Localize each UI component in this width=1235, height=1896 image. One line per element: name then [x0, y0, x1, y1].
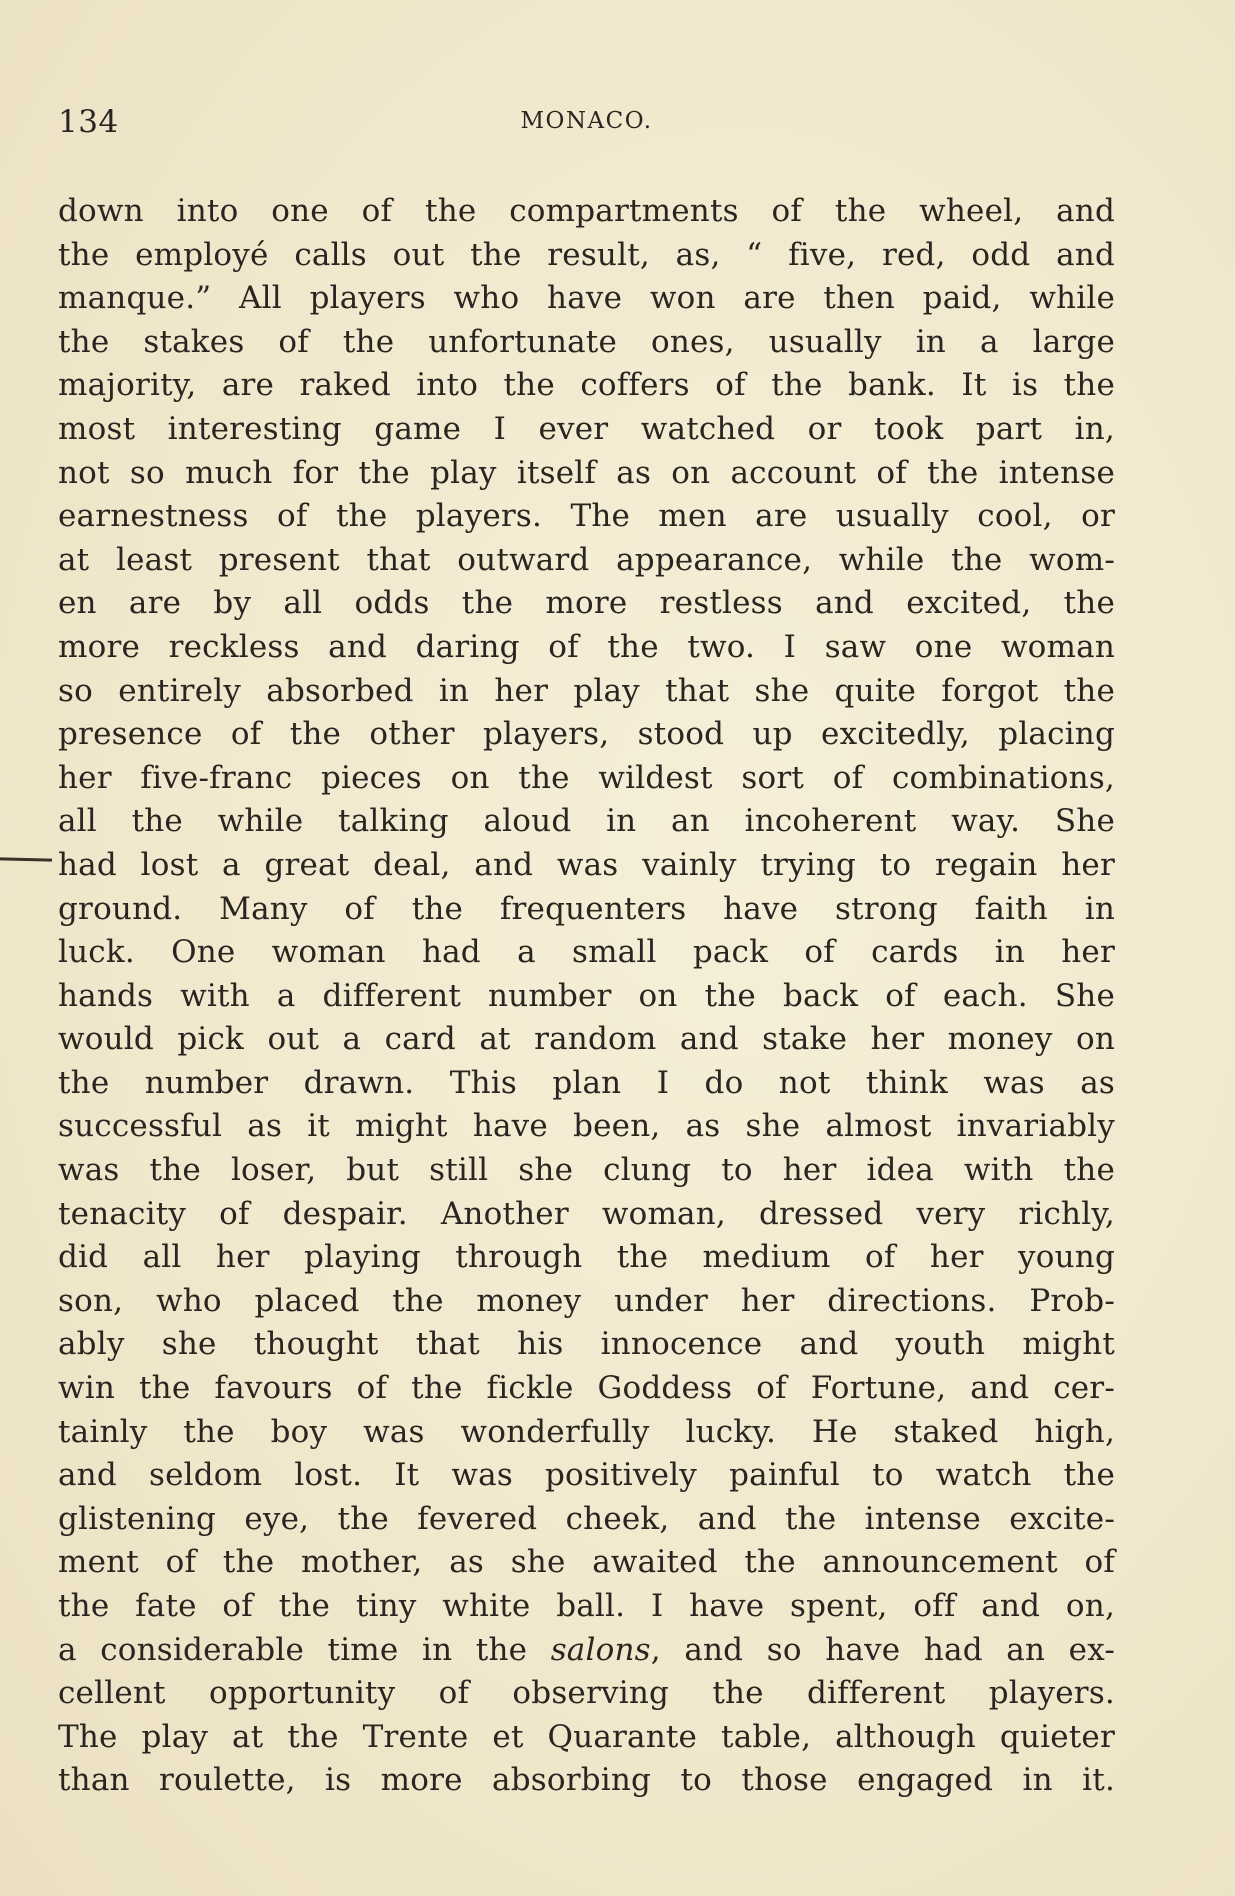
text-line: would pick out a card at random and stake her money on — [58, 1021, 1115, 1058]
text-line: did all her playing through the medium of her young — [58, 1239, 1115, 1276]
text-line: hands with a different number on the back of each. She — [58, 977, 1115, 1014]
text-line: successful as it might have been, as she almost invariably — [58, 1108, 1115, 1145]
text-line: manque.” All players who have won are then paid, while — [58, 280, 1115, 317]
text-line: cellent opportunity of observing the different players. — [58, 1675, 1115, 1712]
text-line: so entirely absorbed in her play that she quite forgot the — [58, 672, 1115, 709]
line-segment: , and so have had an ex- — [650, 1631, 1116, 1668]
page-header — [58, 104, 1115, 144]
text-line: was the loser, but still she clung to her idea with the — [58, 1152, 1115, 1189]
running-head: MONACO. — [520, 108, 653, 134]
text-line: the stakes of the unfortunate ones, usually in a large — [58, 323, 1115, 360]
text-line: glistening eye, the fevered cheek, and the intense excite- — [58, 1500, 1115, 1537]
text-line: her five-franc pieces on the wildest sort of combinations, — [58, 759, 1115, 796]
text-line: presence of the other players, stood up excitedly, placing — [58, 716, 1115, 753]
text-line: not so much for the play itself as on account of the intense — [58, 454, 1115, 491]
text-line: tainly the boy was wonderfully lucky. He staked high, — [58, 1413, 1115, 1450]
text-line: luck. One woman had a small pack of cards in her — [58, 934, 1115, 971]
text-line: more reckless and daring of the two. I saw one woman — [58, 628, 1115, 665]
text-line: ment of the mother, as she awaited the announcement of — [58, 1544, 1115, 1581]
text-line: had lost a great deal, and was vainly trying to regain her — [58, 846, 1115, 883]
text-line: ably she thought that his innocence and youth might — [58, 1326, 1115, 1363]
text-line: majority, are raked into the coffers of the bank. It is the — [58, 367, 1115, 404]
page-number: 134 — [58, 104, 119, 140]
text-line: most interesting game I ever watched or took part in, — [58, 410, 1115, 447]
line-segment: a considerable time in the — [58, 1631, 551, 1668]
text-line: en are by all odds the more restless and excited, the — [58, 585, 1115, 622]
text-line-with-emphasis — [58, 1629, 1115, 1673]
body-text — [58, 190, 1115, 1803]
italic-word: salons — [550, 1631, 651, 1668]
text-line: earnestness of the players. The men are usually cool, or — [58, 498, 1115, 535]
text-line: down into one of the compartments of the wheel, and — [58, 193, 1115, 229]
margin-pencil-mark — [0, 857, 52, 861]
text-line: the number drawn. This plan I do not think was as — [58, 1064, 1115, 1101]
text-line: the fate of the tiny white ball. I have spent, off and on, — [58, 1588, 1115, 1624]
text-line: at least present that outward appearance, while the wom- — [58, 541, 1115, 578]
text-line: the employé calls out the result, as, “ five, red, odd and — [58, 236, 1115, 273]
text-line: than roulette, is more absorbing to those engaged in it. — [58, 1762, 1115, 1799]
text-line: ground. Many of the frequenters have strong faith in — [58, 890, 1115, 927]
text-line: all the while talking aloud in an incoherent way. She — [58, 803, 1115, 840]
text-line: son, who placed the money under her directions. Prob- — [58, 1282, 1115, 1319]
text-line: The play at the Trente et Quarante table, although quieter — [58, 1718, 1115, 1755]
text-line: and seldom lost. It was positively painful to watch the — [58, 1457, 1115, 1494]
text-line: win the favours of the fickle Goddess of Fortune, and cer- — [58, 1370, 1115, 1407]
text-line: tenacity of despair. Another woman, dressed very richly, — [58, 1195, 1115, 1232]
